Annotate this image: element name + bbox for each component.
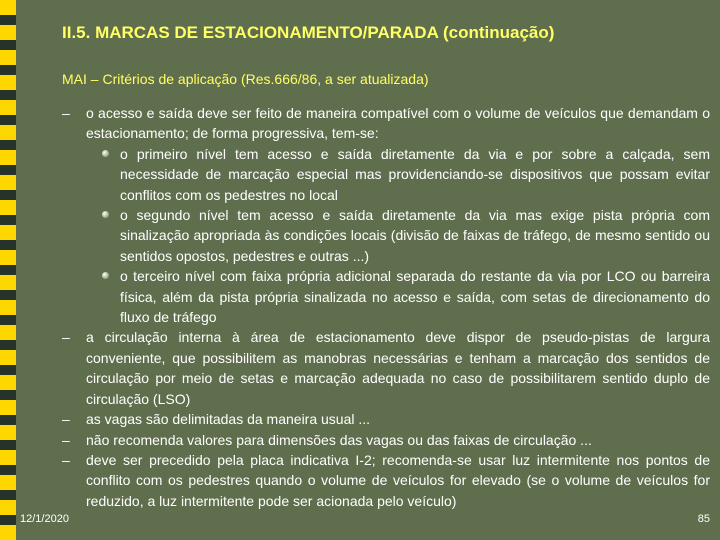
slide-date: 12/1/2020: [20, 513, 69, 525]
decorative-stripe: [0, 0, 16, 540]
list-item: – deve ser precedido pela placa indicativa I-2; recomenda-se usar luz intermitente nos pontos de conflito com os pedestres quando o volume de veículos for elevado (se o volume de veículos for reduzido, a luz intermitente pode ser acionada pelo veículo): [62, 450, 710, 511]
sub-list-item-text: o terceiro nível com faixa própria adicional separada do restante da via por LCO ou barreira física, além da pista própria sinalizada no acesso e saída, com setas de direcionamento do fluxo de tráfego: [120, 268, 710, 326]
sub-list-item-text: o segundo nível tem acesso e saída diretamente da via mas exige pista própria com sinalização apropriada às condições locais (divisão de faixas de tráfego, de mesmo sentido ou sentidos opostos, pedestres e outras ...): [120, 207, 710, 264]
list-item: – não recomenda valores para dimensões das vagas ou das faixas de circulação ...: [62, 430, 710, 450]
sub-list-item: [62, 266, 710, 327]
list-item: – a circulação interna à área de estacionamento deve dispor de pseudo-pistas de largura conveniente, que possibilitem as manobras necessárias e tenham a marcação dos sentidos de circulação por meio de setas e marcação adequada no caso de possibilitarem sentido duplo de circulação (LSO): [62, 327, 710, 409]
list-item: – as vagas são delimitadas da maneira usual ...: [62, 409, 710, 429]
sub-list-item-text: o primeiro nível tem acesso e saída diretamente da via e por sobre a calçada, sem necessidade de marcação especial mas providenciando-se dispositivos que possam evitar conflitos com os pedestres no local: [120, 145, 710, 203]
bullet-icon: [102, 150, 109, 157]
bullet-icon: [102, 272, 109, 279]
bullet-icon: [102, 211, 109, 218]
sub-list-item: [62, 205, 710, 266]
slide-subtitle: MAI – Critérios de aplicação (Res.666/86, a ser atualizada): [62, 71, 429, 87]
sub-list-item: [62, 144, 710, 205]
slide-content: [62, 103, 710, 511]
list-item: – o acesso e saída deve ser feito de maneira compatível com o volume de veículos que demandam o estacionamento; de forma progressiva, tem-se:: [62, 103, 710, 144]
slide-title: II.5. MARCAS DE ESTACIONAMENTO/PARADA (continuação): [62, 23, 555, 42]
page-number: 85: [697, 513, 710, 525]
